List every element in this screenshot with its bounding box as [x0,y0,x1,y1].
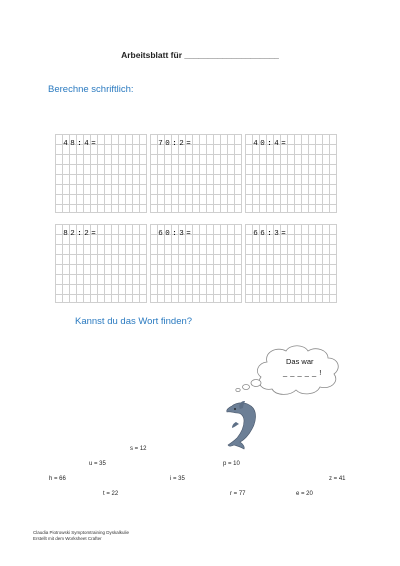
bubble-line-1: Das war [286,357,314,366]
task-equation [245,139,336,149]
task-grid[interactable] [150,134,242,213]
task-char: 2 [84,230,89,238]
task-grid[interactable] [150,224,242,303]
task-char: 8 [70,140,75,148]
task-char: = [91,230,96,238]
task-char: 6 [260,230,265,238]
task-char: = [91,140,96,148]
task-equation [55,229,146,239]
task-char: : [267,230,272,238]
legend-t: t = 22 [103,491,119,497]
task-equation [55,139,146,149]
legend-e: e = 20 [296,491,313,497]
task-char: = [281,230,286,238]
task-char: = [186,140,191,148]
task-char: 7 [158,140,163,148]
task-grid[interactable] [55,224,147,303]
task-char: 4 [274,140,279,148]
task-char: 0 [165,140,170,148]
task-grid[interactable] [55,134,147,213]
task-char: : [267,140,272,148]
task-char: 0 [165,230,170,238]
legend-h: h = 66 [49,476,66,482]
task-equation [150,229,241,239]
task-char: 4 [84,140,89,148]
footer-credit: Claudia Piotrowski Symptomtraining Dyskalkulie [33,530,130,535]
legend-p: p = 10 [223,461,240,467]
task-char: 6 [253,230,258,238]
legend-u: u = 35 [89,461,106,467]
puzzle-heading: Kannst du das Wort finden? [75,316,193,327]
legend-r: r = 77 [230,491,246,497]
task-equation [245,229,336,239]
task-grid[interactable] [245,224,337,303]
task-grid[interactable] [245,134,337,213]
bubble-line-2: _ _ _ _ _ ! [283,368,322,377]
task-char: : [77,140,82,148]
task-char: 0 [260,140,265,148]
task-char: 3 [179,230,184,238]
task-char: : [172,140,177,148]
task-char: 2 [70,230,75,238]
task-char: = [186,230,191,238]
task-char: 4 [253,140,258,148]
legend-s: s = 12 [130,446,147,452]
task-equation [150,139,241,149]
task-char: 3 [274,230,279,238]
task-char: = [281,140,286,148]
task-char: 8 [63,230,68,238]
legend-z: z = 41 [329,476,346,482]
footer-tool: Erstellt mit dem Worksheet Crafter [33,536,102,541]
task-char: : [77,230,82,238]
task-char: 4 [63,140,68,148]
worksheet-title: Arbeitsblatt für ____________________ [121,50,279,60]
instruction-heading: Berechne schriftlich: [48,84,134,95]
dolphin-icon [222,398,264,450]
legend-i: i = 35 [170,476,185,482]
task-char: 6 [158,230,163,238]
task-char: 2 [179,140,184,148]
task-char: : [172,230,177,238]
